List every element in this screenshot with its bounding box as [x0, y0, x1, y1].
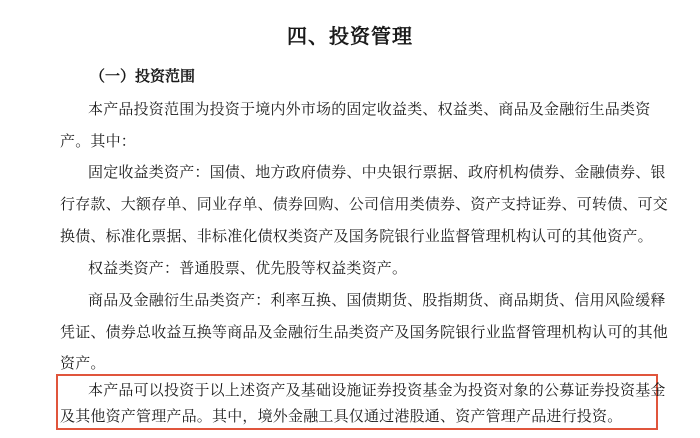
paragraph-line: 商品及金融衍生品类资产：利率互换、国债期货、股指期货、商品期货、信用风险缓释 [88, 291, 666, 309]
paragraph-line: 固定收益类资产：国债、地方政府债券、中央银行票据、政府机构债券、金融债券、银 [88, 163, 666, 181]
paragraph-line: 权益类资产：普通股票、优先股等权益类资产。 [88, 259, 408, 277]
paragraph-line: 行存款、大额存单、同业存单、债券回购、公司信用类债券、资产支持证券、可转债、可交 [60, 195, 669, 213]
highlighted-paragraph-line: 及其他资产管理产品。其中，境外金融工具仅通过港股通、资产管理产品进行投资。 [60, 407, 623, 425]
paragraph-line: 凭证、债券总收益互换等商品及金融衍生品类资产及国务院银行业监督管理机构认可的其他 [60, 323, 669, 341]
paragraph-line: 产。其中： [60, 132, 137, 150]
highlighted-paragraph-line: 本产品可以投资于以上述资产及基础设施证券投资基金为投资对象的公募证券投资基金 [88, 381, 666, 399]
paragraph-line: 本产品投资范围为投资于境内外市场的固定收益类、权益类、商品及金融衍生品类资 [88, 100, 651, 118]
paragraph-line: 换债、标准化票据、非标准化债权类资产及国务院银行业监督管理机构认可的其他资产。 [60, 227, 653, 245]
section-heading: 四、投资管理 [287, 24, 413, 48]
subsection-heading: （一）投资范围 [90, 67, 196, 85]
paragraph-line: 资产。 [60, 354, 106, 372]
